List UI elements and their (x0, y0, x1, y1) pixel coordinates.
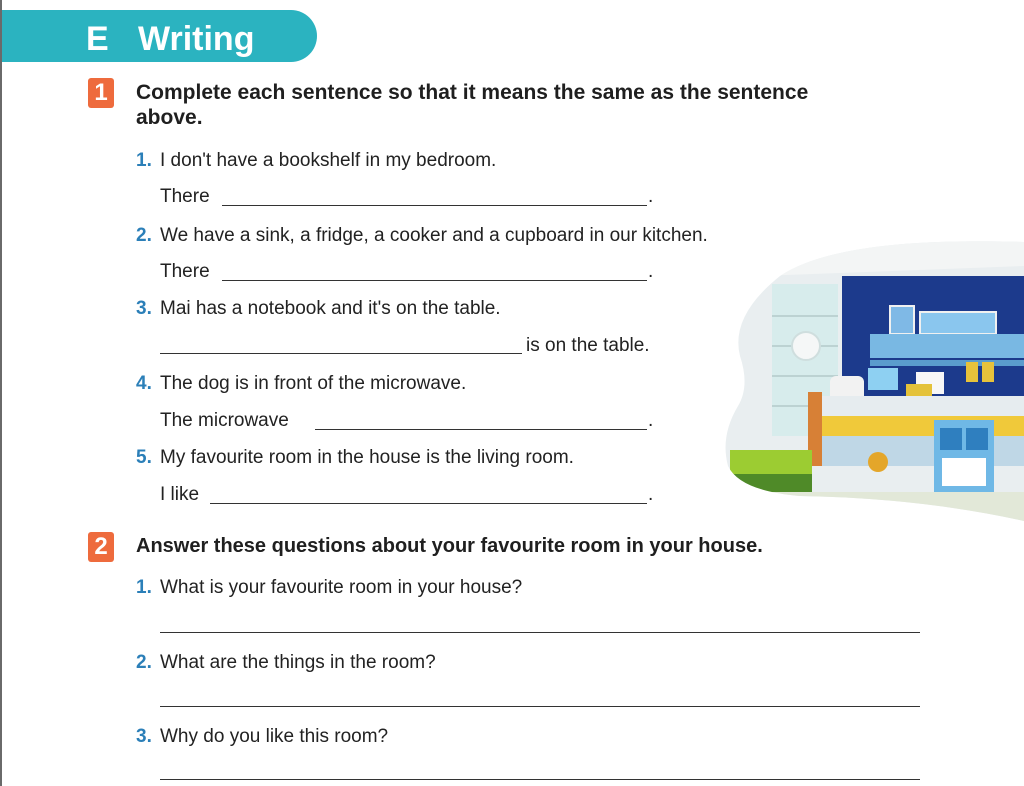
answer-blank[interactable] (160, 353, 522, 354)
item-number: 4. (136, 373, 152, 394)
bedroom-illustration (720, 236, 1024, 526)
item-sentence: My favourite room in the house is the living room. (160, 447, 574, 468)
item-sentence: The dog is in front of the microwave. (160, 373, 467, 394)
item-end: . (648, 186, 654, 207)
section-title: Writing (138, 20, 255, 58)
item-end: . (648, 410, 654, 431)
item-prompt: The microwave (160, 410, 289, 431)
item-sentence: We have a sink, a fridge, a cooker and a cupboard in our kitchen. (160, 225, 708, 246)
exercise-2-instruction: Answer these questions about your favourite room in your house. (136, 535, 763, 557)
answer-line[interactable] (160, 779, 920, 780)
item-prompt: There (160, 261, 210, 282)
section-header (2, 10, 317, 62)
item-prompt: There (160, 186, 210, 207)
question-number: 2. (136, 652, 152, 673)
item-number: 3. (136, 298, 152, 319)
instruction-line-2: above. (136, 106, 203, 129)
exercise-1-instruction (136, 80, 936, 130)
item-number: 2. (136, 225, 152, 246)
exercise-2-badge: 2 (88, 532, 114, 562)
item-sentence: Mai has a notebook and it's on the table. (160, 298, 501, 319)
answer-blank[interactable] (222, 280, 647, 281)
question-number: 3. (136, 726, 152, 747)
item-prompt: I like (160, 484, 200, 505)
item-number: 1. (136, 150, 152, 171)
instruction-line-1: Complete each sentence so that it means the same as the sentence (136, 81, 809, 104)
answer-line[interactable] (160, 632, 920, 633)
item-end: . (648, 484, 654, 505)
item-sentence: I don't have a bookshelf in my bedroom. (160, 150, 497, 171)
question-number: 1. (136, 577, 152, 598)
answer-blank[interactable] (315, 429, 647, 430)
section-letter: E (86, 20, 109, 58)
question-text: Why do you like this room? (160, 726, 389, 747)
item-suffix: is on the table. (526, 335, 650, 356)
item-end: . (648, 261, 654, 282)
answer-blank[interactable] (210, 503, 647, 504)
answer-blank[interactable] (222, 205, 647, 206)
item-number: 5. (136, 447, 152, 468)
question-text: What are the things in the room? (160, 652, 436, 673)
answer-line[interactable] (160, 706, 920, 707)
question-text: What is your favourite room in your house? (160, 577, 523, 598)
exercise-1-badge: 1 (88, 78, 114, 108)
page-edge (0, 0, 2, 786)
